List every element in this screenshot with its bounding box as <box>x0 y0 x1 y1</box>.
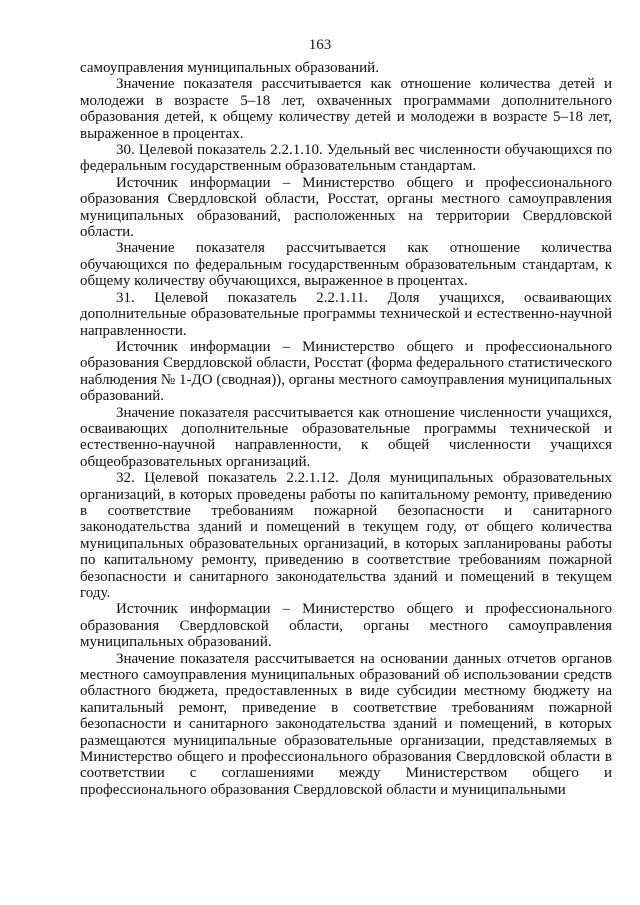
paragraph-value-32: Значение показателя рассчитывается на основании данных отчетов органов местного самоуправления муниципальных образований об использовании средств областного бюджета, предоставленных в виде субсидии местному бюджету на капитальный ремонт, приведение в соответствие требованиям пожарной безопасности и санитарного законодательства зданий и помещений, в которых размещаются муниципальные образовательные организации, представляемых в Министерство общего и профессионального образования Свердловской области в соответствии с соглашениями между Министерством общего и профессионального образования Свердловской области и муниципальными <box>80 650 612 798</box>
paragraph-source-31: Источник информации – Министерство общего и профессионального образования Свердловской области, Росстат (форма федерального статистического наблюдения № 1-ДО (сводная)), органы местного самоуправления муниципальных образований. <box>80 338 612 405</box>
paragraph-source-32: Источник информации – Министерство общего и профессионального образования Свердловской области, органы местного самоуправления муниципальных образований. <box>80 601 612 651</box>
paragraph-source-30: Источник информации – Министерство общего и профессионального образования Свердловской области, Росстат, органы местного самоуправления муниципальных образований, расположенных на территории Свердловской области. <box>80 174 612 241</box>
paragraph-value-30: Значение показателя рассчитывается как отношение количества обучающихся по федеральным государственным образовательным стандартам, к общему количеству обучающихся, выраженное в процентах. <box>80 240 612 290</box>
paragraph-indicator-value: Значение показателя рассчитывается как отношение количества детей и молодежи в возрасте 5–18 лет, охваченных программами дополнительного образования детей, к общему количеству детей и молодежи в возрасте 5–18 лет, выраженное в процентах. <box>80 76 612 142</box>
paragraph-continuation: самоуправления муниципальных образований. <box>80 60 379 76</box>
paragraph-indicator-31: 31. Целевой показатель 2.2.1.11. Доля учащихся, осваивающих дополнительные образовательные программы технической и естественно-научной направленности. <box>80 289 612 339</box>
document-body <box>80 60 612 798</box>
page-number: 163 <box>308 37 332 53</box>
paragraph-value-31: Значение показателя рассчитывается как отношение численности учащихся, осваивающих дополнительные образовательные программы технической и естественно-научной направленности, к общей численности учащихся общеобразовательных организаций. <box>80 404 612 470</box>
paragraph-indicator-30: 30. Целевой показатель 2.2.1.10. Удельный вес численности обучающихся по федеральным государственным образовательным стандартам. <box>80 142 612 175</box>
paragraph-indicator-32: 32. Целевой показатель 2.2.1.12. Доля муниципальных образовательных организаций, в которых проведены работы по капитальному ремонту, приведению в соответствие требованиям пожарной безопасности и санитарного законодательства зданий и помещений в текущем году, от общего количества муниципальных образовательных организаций, в которых запланированы работы по капитальному ремонту, приведению в соответствие требованиям пожарной безопасности и санитарного законодательства зданий и помещений в текущем году. <box>80 470 612 601</box>
